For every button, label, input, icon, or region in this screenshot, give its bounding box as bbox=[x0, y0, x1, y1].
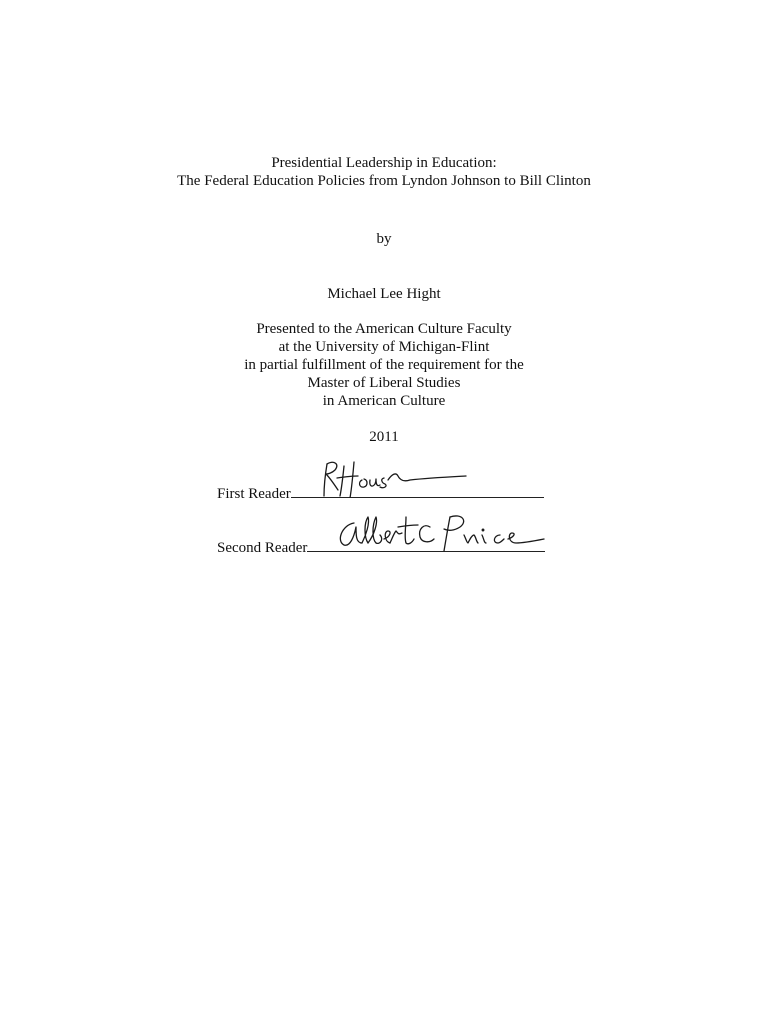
presented-line-3: in partial fulfillment of the requirement for the bbox=[244, 357, 524, 373]
first-reader-signature bbox=[318, 458, 468, 498]
second-reader-label: Second Reader bbox=[217, 540, 308, 556]
presentation-statement bbox=[0, 320, 768, 410]
presented-line-5: in American Culture bbox=[322, 393, 446, 409]
title-line-2: The Federal Education Policies from Lyndon Johnson to Bill Clinton bbox=[177, 173, 591, 189]
year: 2011 bbox=[369, 429, 399, 445]
first-reader-label: First Reader bbox=[217, 486, 291, 502]
thesis-title bbox=[0, 154, 768, 190]
presented-line-2: at the University of Michigan-Flint bbox=[278, 339, 490, 355]
title-line-1: Presidential Leadership in Education: bbox=[271, 155, 497, 171]
presented-line-4: Master of Liberal Studies bbox=[307, 375, 461, 391]
second-reader-signature bbox=[334, 513, 554, 553]
by-line: by bbox=[376, 231, 392, 247]
author-name: Michael Lee Hight bbox=[327, 286, 441, 302]
presented-line-1: Presented to the American Culture Faculty bbox=[256, 321, 512, 337]
